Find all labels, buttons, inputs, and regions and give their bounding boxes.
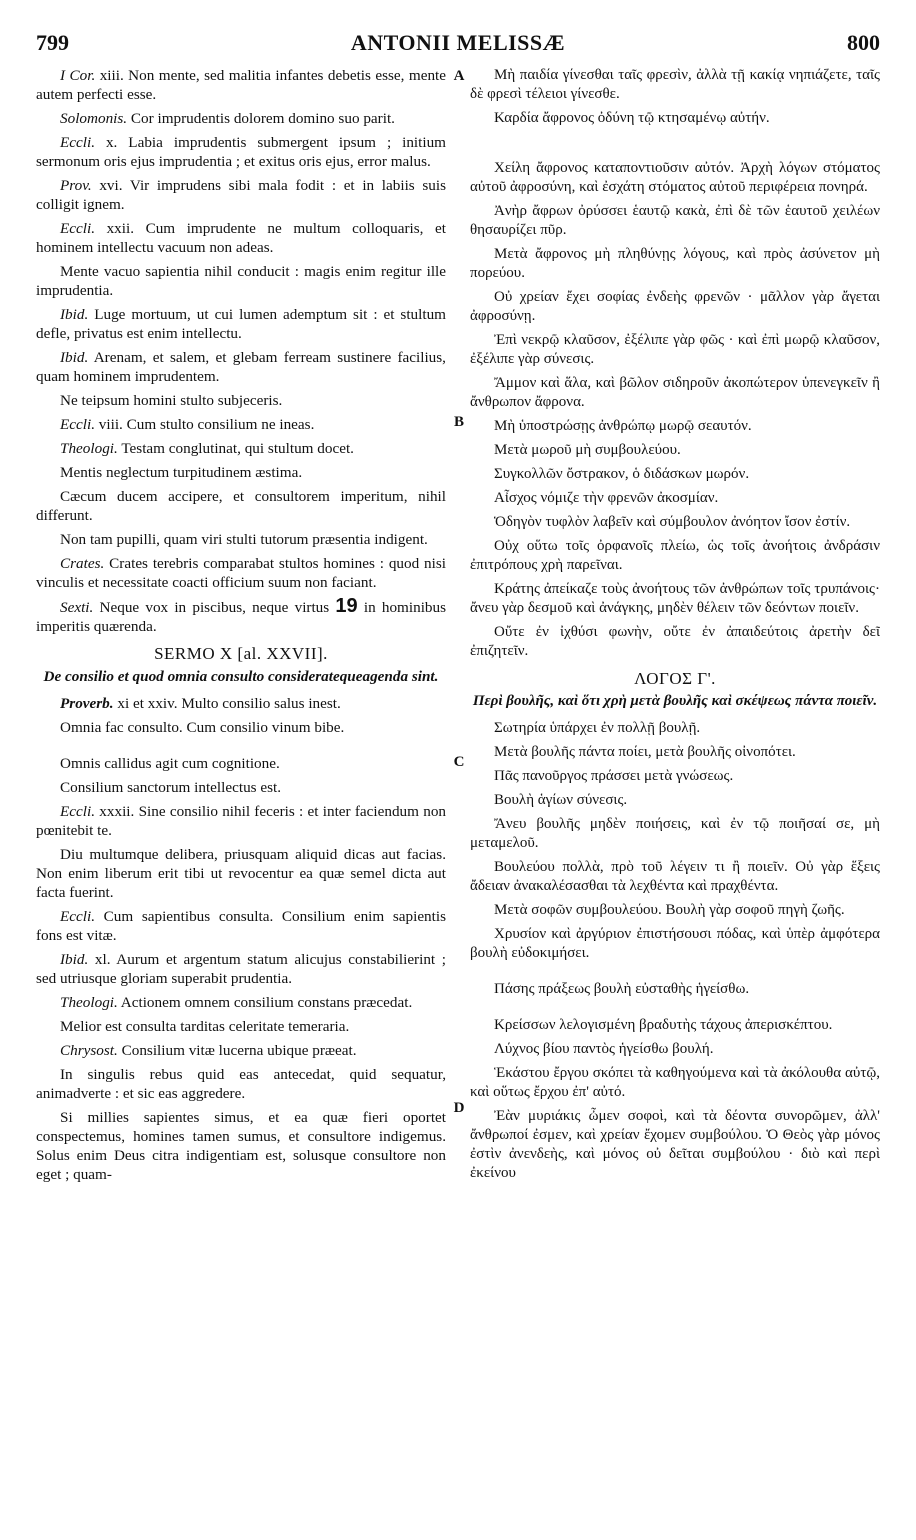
greek-paragraph: Μετὰ μωροῦ μὴ συμβουλεύου. (494, 442, 681, 458)
sermo-subheading: De consilio et quod omnia consulto consideratequeagenda sint. (43, 668, 439, 685)
logos-subheading: Περὶ βουλῆς, καὶ ὅτι χρὴ μετὰ βουλῆς καὶ σκέψεως πάντα ποιεῖν. (472, 693, 878, 709)
citation: Ibid. (60, 306, 89, 323)
page-number-right: 800 (847, 30, 880, 55)
section-marker-a: A (453, 68, 465, 84)
greek-paragraph: Αἶσχος νόμιζε τὴν φρενῶν ἀκοσμίαν. (494, 490, 719, 506)
latin-paragraph: Ne teipsum homini stulto subjeceris. (60, 392, 283, 409)
greek-paragraph: Καρδία ἄφρονος ὀδύνη τῷ κτησαμένῳ αὐτήν. (494, 110, 770, 126)
latin-paragraph: Ibid. xl. Aurum et argentum statum alicujus constabilierint ; sed utriusque gloriam superabit prudentia. (36, 951, 446, 987)
greek-paragraph: Ἄμμον καὶ ἅλα, καὶ βῶλον σιδηροῦν ἀκοπώτερον ὑπενεγκεῖν ἢ ἄνθρωπον ἄφρονα. (470, 375, 880, 410)
latin-paragraph: In singulis rebus quid eas antecedat, quid sequatur, animadverte : et sic eas aggredere. (36, 1066, 446, 1102)
citation: Eccli. (60, 803, 95, 820)
latin-paragraph: Eccli. viii. Cum stulto consilium ne ineas. (60, 416, 315, 433)
greek-paragraph: Μετὰ βουλῆς πάντα ποίει, μετὰ βουλῆς οἰνοπότει. (494, 744, 796, 760)
greek-paragraph: Κρείσσων λελογισμένη βραδυτὴς τάχους ἀπερισκέπτου. (494, 1017, 833, 1033)
citation: Solomonis. (60, 110, 128, 127)
running-header (36, 30, 880, 62)
citation: Ibid. (60, 349, 89, 366)
latin-paragraph: Mente vacuo sapientia nihil conducit : magis enim regitur ille imprudentia. (36, 263, 446, 299)
latin-paragraph: Diu multumque delibera, priusquam aliquid dicas aut facias. Non enim liberum erit tibi ut revocentur ea quæ semel dicta aut facta fuerint. (36, 846, 446, 901)
greek-column (470, 66, 880, 1534)
citation: I Cor. (60, 67, 96, 84)
latin-paragraph: Cæcum ducem accipere, et consultorem imperitum, nihil differunt. (36, 488, 446, 524)
latin-paragraph: Omnia fac consulto. Cum consilio vinum bibe. (60, 719, 345, 736)
greek-paragraph: Ἐὰν μυριάκις ὦμεν σοφοὶ, καὶ τὰ δέοντα συνορῶμεν, ἀλλ' ἄνθρωποί ἐσμεν, καὶ χρείαν ἔχομεν συμβούλου. Ὁ Θεὸς γὰρ μόνος ἐστὶν ἀνενδεὴς, καὶ μόνος οὐ δεῖται συμβούλου · διὸ καὶ περὶ ἐκείνου (470, 1108, 880, 1181)
citation: Ibid. (60, 951, 89, 968)
latin-paragraph: Ibid. Luge mortuum, ut cui lumen ademptum sit : et stultum defle, privatus est enim intellectu. (36, 306, 446, 342)
greek-paragraph: Μετὰ σοφῶν συμβουλεύου. Βουλὴ γὰρ σοφοῦ πηγὴ ζωῆς. (494, 902, 845, 918)
greek-paragraph: Ὁδηγὸν τυφλὸν λαβεῖν καὶ σύμβουλον ἀνόητον ἴσον ἐστίν. (494, 514, 851, 530)
citation: Crates. (60, 555, 105, 572)
greek-paragraph: Συγκολλῶν ὄστρακον, ὁ διδάσκων μωρόν. (494, 466, 750, 482)
citation: Theologi. (60, 994, 118, 1011)
greek-paragraph: Χρυσίον καὶ ἀργύριον ἐπιστήσουσι πόδας, καὶ ὑπὲρ ἀμφότερα βουλὴ εὐδοκιμήσει. (470, 926, 880, 961)
latin-paragraph: Solomonis. Cor imprudentis dolorem domino suo parit. (60, 110, 395, 127)
greek-paragraph: Μὴ παιδία γίνεσθαι ταῖς φρεσὶν, ἀλλὰ τῇ κακίᾳ νηπιάζετε, ταῖς δὲ φρεσὶ τέλειοι γίνεσθε. (470, 67, 880, 102)
citation: Prov. (60, 177, 92, 194)
latin-paragraph: Consilium sanctorum intellectus est. (60, 779, 282, 796)
greek-paragraph: Βουλὴ ἁγίων σύνεσις. (494, 792, 628, 808)
latin-paragraph: I Cor. xiii. Non mente, sed malitia infantes debetis esse, mente autem perfecti esse. (36, 67, 446, 103)
greek-paragraph: Πᾶς πανοῦργος πράσσει μετὰ γνώσεως. (494, 768, 734, 784)
greek-paragraph: Οὐχ οὕτω τοῖς ὀρφανοῖς πλείω, ὡς τοῖς ἀνοήτοις ἀνδράσιν ἐπιτρόπους χρὴ παρεῖναι. (470, 538, 880, 573)
latin-paragraph: Si millies sapientes simus, et ea quæ fieri oportet conspectemus, homines tamen sumus, et consultore indigemus. Solus enim Deus citra indigentiam est, solusque consultore non eget ; quam- (36, 1109, 446, 1183)
citation: Chrysost. (60, 1042, 118, 1059)
citation: Theologi. (60, 440, 118, 457)
greek-paragraph: Χείλη ἄφρονος καταποντιοῦσιν αὐτόν. Ἀρχὴ λόγων στόματος αὐτοῦ ἀφροσύνη, καὶ ἐσχάτη στόματος αὐτοῦ περιφέρεια πονηρά. (470, 160, 880, 195)
logos-heading: ΛΟΓΟΣ Γ'. (634, 669, 716, 688)
sermo-heading: SERMO X [al. XXVII]. (154, 644, 328, 663)
latin-paragraph: Chrysost. Consilium vitæ lucerna ubique præeat. (60, 1042, 357, 1059)
latin-paragraph: Eccli. x. Labia imprudentis submergent ipsum ; initium sermonum oris ejus imprudentia ; et exitus oris ejus, error malus. (36, 134, 446, 170)
citation: Eccli. (60, 220, 95, 237)
greek-paragraph: Οὐ χρείαν ἔχει σοφίας ἐνδεὴς φρενῶν · μᾶλλον γὰρ ἄγεται ἀφροσύνῃ. (470, 289, 880, 324)
greek-paragraph: Οὔτε ἐν ἰχθύσι φωνὴν, οὔτε ἐν ἀπαιδεύτοις ἀρετὴν δεῖ ἐπιζητεῖν. (470, 624, 880, 659)
greek-paragraph: Κράτης ἀπείκαζε τοὺς ἀνοήτους τῶν ἀνθρώπων τοῖς τρυπάνοις· ἄνευ γὰρ δεσμοῦ καὶ ἀνάγκης, μηδὲν θέλειν τῶν δεόντων ποιεῖν. (470, 581, 880, 616)
latin-paragraph: Prov. xvi. Vir imprudens sibi mala fodit : et in labiis suis colligit ignem. (36, 177, 446, 213)
latin-paragraph: Non tam pupilli, quam viri stulti tutorum præsentia indigent. (60, 531, 428, 548)
greek-paragraph: Μὴ ὑποστρώσῃς ἀνθρώπῳ μωρῷ σεαυτόν. (494, 418, 752, 434)
page-number-left: 799 (36, 30, 69, 55)
section-marker-c: C (453, 754, 465, 770)
greek-paragraph: Πάσης πράξεως βουλὴ εὐσταθὴς ἡγείσθω. (494, 981, 750, 997)
latin-column (36, 66, 446, 1534)
latin-paragraph: Crates. Crates terebris comparabat stultos homines : quod nisi vinculis et necessitate coacti officium suum non faciant. (36, 555, 446, 591)
greek-paragraph: Ἑκάστου ἔργου σκόπει τὰ καθηγούμενα καὶ τὰ ἀκόλουθα αὐτῷ, καὶ οὕτως ἔρχου ἐπ' αὐτό. (470, 1065, 880, 1100)
section-marker-b: B (453, 414, 464, 430)
greek-paragraph: Ἀνὴρ ἄφρων ὀρύσσει ἑαυτῷ κακὰ, ἐπὶ δὲ τῶν ἑαυτοῦ χειλέων θησαυρίζει πῦρ. (470, 203, 880, 238)
greek-paragraph: Σωτηρία ὑπάρχει ἐν πολλῇ βουλῇ. (494, 720, 701, 736)
greek-paragraph: Ἄνευ βουλῆς μηδὲν ποιήσεις, καὶ ἐν τῷ ποιῆσαί σε, μὴ μεταμελοῦ. (470, 816, 880, 851)
citation: Eccli. (60, 416, 95, 433)
section-marker-d: D (453, 1100, 465, 1116)
citation: Sexti. (60, 599, 94, 616)
greek-paragraph: Λύχνος βίου παντὸς ἡγείσθω βουλή. (494, 1041, 714, 1057)
citation: Eccli. (60, 908, 95, 925)
citation: Proverb. (60, 695, 114, 712)
latin-paragraph: Theologi. Actionem omnem consilium constans præcedat. (60, 994, 413, 1011)
latin-paragraph: Omnis callidus agit cum cognitione. (60, 755, 280, 772)
latin-paragraph: Sexti. Neque vox in piscibus, neque virtus 19 in hominibus imperitis quærenda. (36, 595, 446, 635)
latin-paragraph: Melior est consulta tarditas celeritate temeraria. (60, 1018, 350, 1035)
greek-paragraph: Βουλεύου πολλὰ, πρὸ τοῦ λέγειν τι ἢ ποιεῖν. Οὐ γὰρ ἕξεις ἄδειαν ἀνακαλέσασθαι τὰ λεχθέντα καὶ πραχθέντα. (470, 859, 880, 894)
latin-paragraph: Ibid. Arenam, et salem, et glebam ferream sustinere facilius, quam hominem imprudentem. (36, 349, 446, 385)
latin-paragraph: Proverb. xi et xxiv. Multo consilio salus inest. (60, 695, 341, 712)
latin-paragraph: Eccli. Cum sapientibus consulta. Consilium enim sapientis fons est vitæ. (36, 908, 446, 944)
latin-paragraph: Mentis neglectum turpitudinem æstima. (60, 464, 303, 481)
running-title: ANTONII MELISSÆ (350, 30, 566, 55)
latin-paragraph: Theologi. Testam conglutinat, qui stultum docet. (60, 440, 354, 457)
greek-paragraph: Ἐπὶ νεκρῷ κλαῦσον, ἐξέλιπε γὰρ φῶς · καὶ ἐπὶ μωρῷ κλαῦσον, ἐξέλιπε γὰρ σύνεσις. (470, 332, 880, 367)
column-number: 19 (335, 595, 358, 617)
greek-paragraph: Μετὰ ἄφρονος μὴ πληθύνῃς λόγους, καὶ πρὸς ἀσύνετον μὴ πορεύου. (470, 246, 880, 281)
latin-paragraph: Eccli. xxxii. Sine consilio nihil feceris : et inter faciendum non pœnitebit te. (36, 803, 446, 839)
latin-paragraph: Eccli. xxii. Cum imprudente ne multum colloquaris, et hominem intellectu vacuum non adeas. (36, 220, 446, 256)
citation: Eccli. (60, 134, 95, 151)
